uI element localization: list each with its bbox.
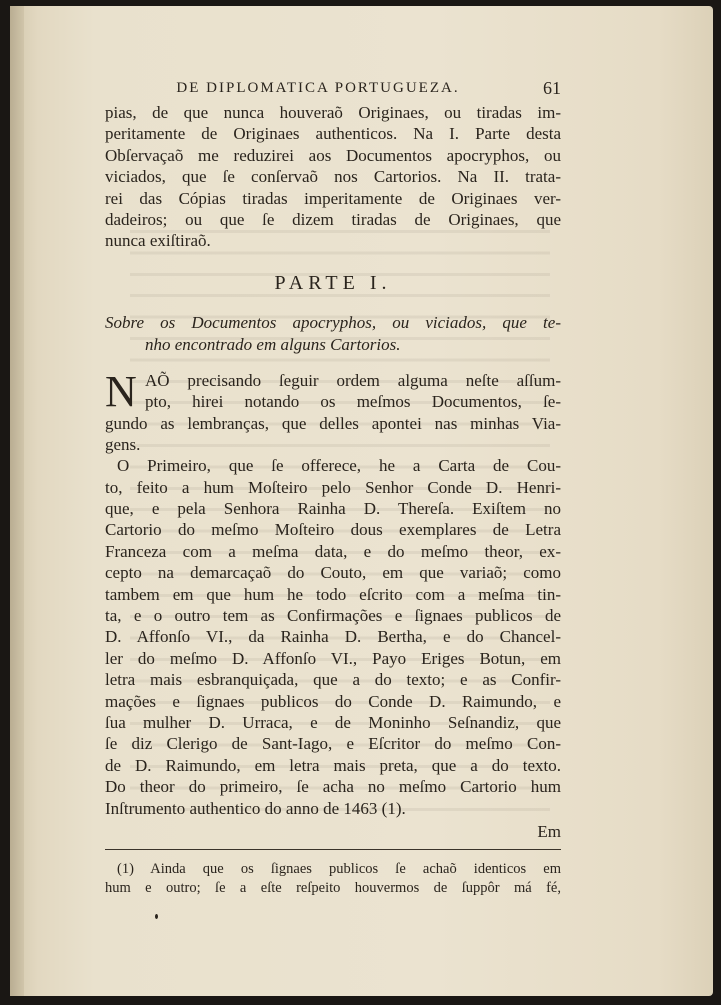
text-line: Cartorio do meſmo Moſteiro dous exemplares de Letra (105, 520, 561, 540)
text-line: pto, hirei notando os meſmos Documentos, ſe- (145, 392, 561, 412)
catchword: Em (537, 821, 561, 841)
text-line: mações e ſignaes publicos do Conde D. Raimundo, e (105, 691, 561, 711)
text-line: pias, de que nunca houveraõ Originaes, ou tiradas im- (105, 103, 561, 122)
text-line: viciados, que ſe conſervaõ nos Cartorios. Na II. trata- (105, 167, 561, 187)
page-number: 61 (543, 78, 561, 98)
section-subtitle (105, 312, 561, 356)
first-paragraph (105, 366, 561, 456)
text-line: peritamente de Originaes authenticos. Na I. Parte desta (105, 124, 561, 144)
text-line: Inſtrumento authentico do anno de 1463 (1). (105, 798, 406, 818)
subtitle-line: Sobre os Documentos apocryphos, ou viciados, que te- (105, 312, 561, 332)
text-line: de D. Raimundo, em letra mais preta, que a do texto. (105, 755, 561, 775)
text-line: Franceza com a meſma data, e do meſmo theor, ex- (105, 541, 561, 561)
text-line: cepto na demarcaçaõ do Couto, em que variaõ; como (105, 563, 561, 583)
text-line: ta, e o outro tem as Confirmações e ſignaes publicos de (105, 606, 561, 626)
footnote-line: (1) Ainda que os ſignaes publicos ſe achaõ identicos em (117, 860, 561, 877)
running-head-title: DE DIPLOMATICA PORTUGUEZA. (176, 80, 460, 96)
subtitle-line: nho encontrado em alguns Cartorios. (145, 334, 401, 354)
footnote (105, 860, 561, 898)
text-line: gundo as lembranças, que delles apontei nas minhas Via- (105, 413, 561, 433)
intro-paragraph (105, 102, 561, 252)
footnote-rule (105, 849, 561, 850)
footnote-line: hum e outro; ſe a eſte reſpeito houvermos de ſuppôr má fé, (105, 879, 561, 896)
text-line: ler do meſmo D. Affonſo VI., Payo Eriges Botun, em (105, 648, 561, 668)
running-head (105, 76, 561, 102)
text-line: Obſervaçaõ me reduzirei aos Documentos apocryphos, ou (105, 145, 561, 165)
ink-speck (155, 914, 158, 919)
drop-cap-letter: N (105, 366, 137, 416)
text-line: que, e pela Senhora Rainha D. Thereſa. Exiſtem no (105, 499, 561, 519)
page-gutter-shadow (10, 6, 24, 996)
part-heading: PARTE I. (274, 271, 392, 294)
text-line: rei das Cópias tiradas imperitamente de Originaes ver- (105, 188, 561, 208)
text-line: dadeiros; ou que ſe dizem tiradas de Originaes, que (105, 209, 561, 229)
text-line: Do theor do primeiro, ſe acha no meſmo Cartorio hum (105, 777, 561, 797)
text-line: ſua mulher D. Urraca, e de Moninho Seſnandiz, que (105, 712, 561, 732)
text-line: D. Affonſo VI., da Rainha D. Bertha, e do Chancel- (105, 627, 561, 647)
text-line: letra mais esbranquiçada, que a do texto; e as Confir- (105, 670, 561, 690)
second-paragraph (105, 455, 561, 819)
text-line: nunca exiſtiraõ. (105, 231, 211, 251)
text-line: gens. (105, 434, 141, 454)
text-line: to, feito a hum Moſteiro pelo Senhor Conde D. Henri- (105, 477, 561, 497)
text-line: tambem em que hum he todo eſcrito com a meſma tin- (105, 584, 561, 604)
text-line: ſe diz Clerigo de Sant-Iago, e Eſcritor do meſmo Con- (105, 734, 561, 754)
text-line: O Primeiro, que ſe offerece, he a Carta de Cou- (117, 456, 561, 476)
text-line: AÕ precisando ſeguir ordem alguma neſte aſſum- (145, 370, 561, 390)
paper-sheet (10, 6, 713, 996)
text-block (105, 76, 561, 898)
